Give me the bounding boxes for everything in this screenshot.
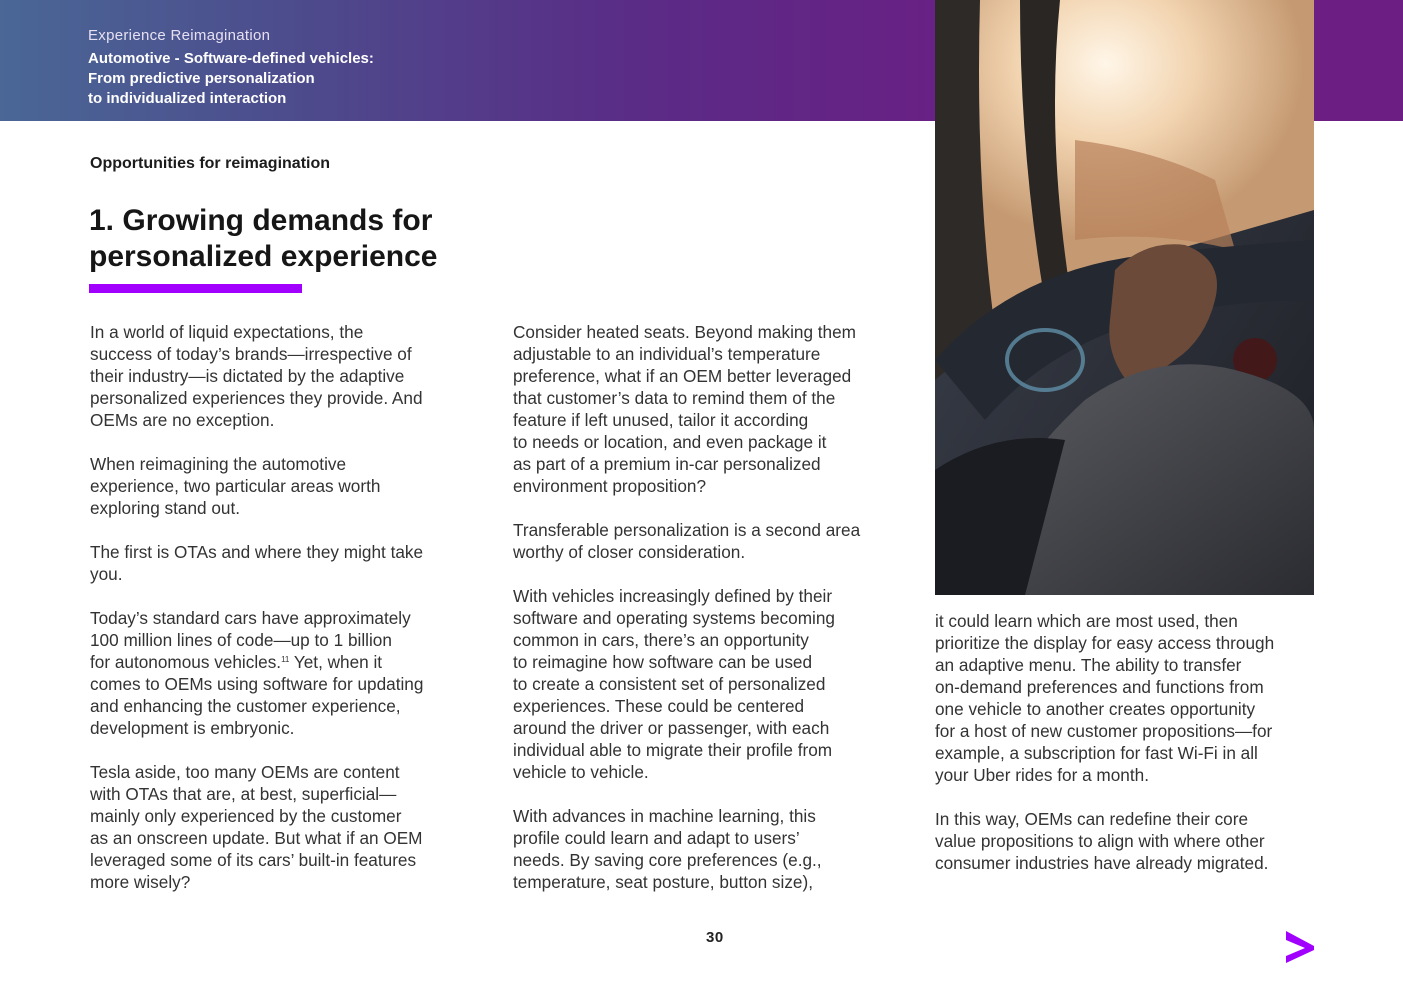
text-line: as part of a premium in-car personalized: [513, 454, 821, 474]
header-title: [88, 49, 468, 109]
section-kicker: Opportunities for reimagination: [90, 155, 331, 172]
page-number: 30: [706, 929, 724, 946]
text-line: prioritize the display for easy access through: [935, 633, 1275, 653]
text-column-3: [935, 610, 1315, 896]
text-line: profile could learn and adapt to users’: [513, 828, 800, 848]
text-line: success of today’s brands—irrespective of: [90, 344, 412, 364]
text-line: OEMs are no exception.: [90, 410, 275, 430]
header-title-line: to individualized interaction: [88, 90, 287, 107]
text-line: vehicle to vehicle.: [513, 762, 649, 782]
text-line: adjustable to an individual’s temperature: [513, 344, 821, 364]
text-line: consumer industries have already migrated.: [935, 853, 1269, 873]
text-line: In this way, OEMs can redefine their core: [935, 809, 1249, 829]
paragraph: [513, 805, 893, 893]
text-line: with OTAs that are, at best, superficial—: [90, 784, 397, 804]
text-line: preference, what if an OEM better leveraged: [513, 366, 852, 386]
text-line: mainly only experienced by the customer: [90, 806, 402, 826]
header-title-line: From predictive personalization: [88, 70, 315, 87]
header-title-line: Automotive - Software-defined vehicles:: [88, 50, 374, 67]
driver-steering-wheel-photo: [935, 0, 1314, 595]
text-line: around the driver or passenger, with each: [513, 718, 830, 738]
headline-line: 1. Growing demands for: [89, 204, 433, 237]
text-line: you.: [90, 564, 123, 584]
text-line: to needs or location, and even package it: [513, 432, 827, 452]
text-fragment: Yet, when it: [289, 652, 383, 672]
text-line: development is embryonic.: [90, 718, 295, 738]
text-line: to create a consistent set of personalized: [513, 674, 826, 694]
text-line: Tesla aside, too many OEMs are content: [90, 762, 400, 782]
text-line: it could learn which are most used, then: [935, 611, 1238, 631]
text-line: leveraged some of its cars’ built-in features: [90, 850, 417, 870]
text-fragment: for autonomous vehicles.: [90, 652, 282, 672]
text-line: experiences. These could be centered: [513, 696, 805, 716]
paragraph: [90, 321, 470, 431]
text-column-1: [90, 321, 470, 915]
header-section-label: Experience Reimagination: [88, 27, 271, 44]
text-line: Consider heated seats. Beyond making them: [513, 322, 856, 342]
text-line: more wisely?: [90, 872, 191, 892]
text-line: and enhancing the customer experience,: [90, 696, 401, 716]
headline-accent-bar: [89, 284, 302, 293]
text-line: The first is OTAs and where they might take: [90, 542, 424, 562]
text-line: worthy of closer consideration.: [513, 542, 746, 562]
text-line: With advances in machine learning, this: [513, 806, 816, 826]
paragraph: [513, 585, 893, 783]
headline-line: personalized experience: [89, 240, 438, 273]
text-line: value propositions to align with where other: [935, 831, 1265, 851]
text-line: one vehicle to another creates opportunity: [935, 699, 1256, 719]
text-line: In a world of liquid expectations, the: [90, 322, 364, 342]
text-line: software and operating systems becoming: [513, 608, 835, 628]
text-line: needs. By saving core preferences (e.g.,: [513, 850, 822, 870]
text-line: comes to OEMs using software for updating: [90, 674, 424, 694]
text-line: With vehicles increasingly defined by their: [513, 586, 833, 606]
paragraph: [935, 808, 1315, 874]
paragraph: [90, 761, 470, 893]
paragraph: [513, 519, 893, 563]
text-line: on-demand preferences and functions from: [935, 677, 1264, 697]
text-line: to reimagine how software can be used: [513, 652, 813, 672]
paragraph: [90, 453, 470, 519]
text-line: for a host of new customer propositions—for: [935, 721, 1273, 741]
text-line: Transferable personalization is a second area: [513, 520, 861, 540]
text-line: When reimagining the automotive: [90, 454, 347, 474]
text-line: experience, two particular areas worth: [90, 476, 381, 496]
text-line: common in cars, there’s an opportunity: [513, 630, 809, 650]
text-line: Today’s standard cars have approximately: [90, 608, 411, 628]
text-line: 100 million lines of code—up to 1 billion: [90, 630, 392, 650]
footnote-reference[interactable]: 11: [281, 655, 290, 664]
text-line: that customer’s data to remind them of the: [513, 388, 836, 408]
text-line: personalized experiences they provide. And: [90, 388, 423, 408]
paragraph: [513, 321, 893, 497]
text-column-2: [513, 321, 893, 915]
text-line: example, a subscription for fast Wi-Fi in all: [935, 743, 1258, 763]
text-line: their industry—is dictated by the adaptive: [90, 366, 405, 386]
text-line: your Uber rides for a month.: [935, 765, 1149, 785]
text-line: exploring stand out.: [90, 498, 241, 518]
text-line: environment proposition?: [513, 476, 706, 496]
text-line: feature if left unused, tailor it according: [513, 410, 809, 430]
greater-than-logo-icon: [1285, 931, 1315, 963]
text-line: temperature, seat posture, button size),: [513, 872, 813, 892]
paragraph: [90, 607, 470, 739]
text-line: as an onscreen update. But what if an OEM: [90, 828, 423, 848]
page-headline: [89, 203, 509, 275]
text-line: individual able to migrate their profile from: [513, 740, 833, 760]
paragraph: [90, 541, 470, 585]
text-line-with-footnote: [90, 651, 470, 673]
text-line: an adaptive menu. The ability to transfer: [935, 655, 1242, 675]
paragraph: [935, 610, 1315, 786]
